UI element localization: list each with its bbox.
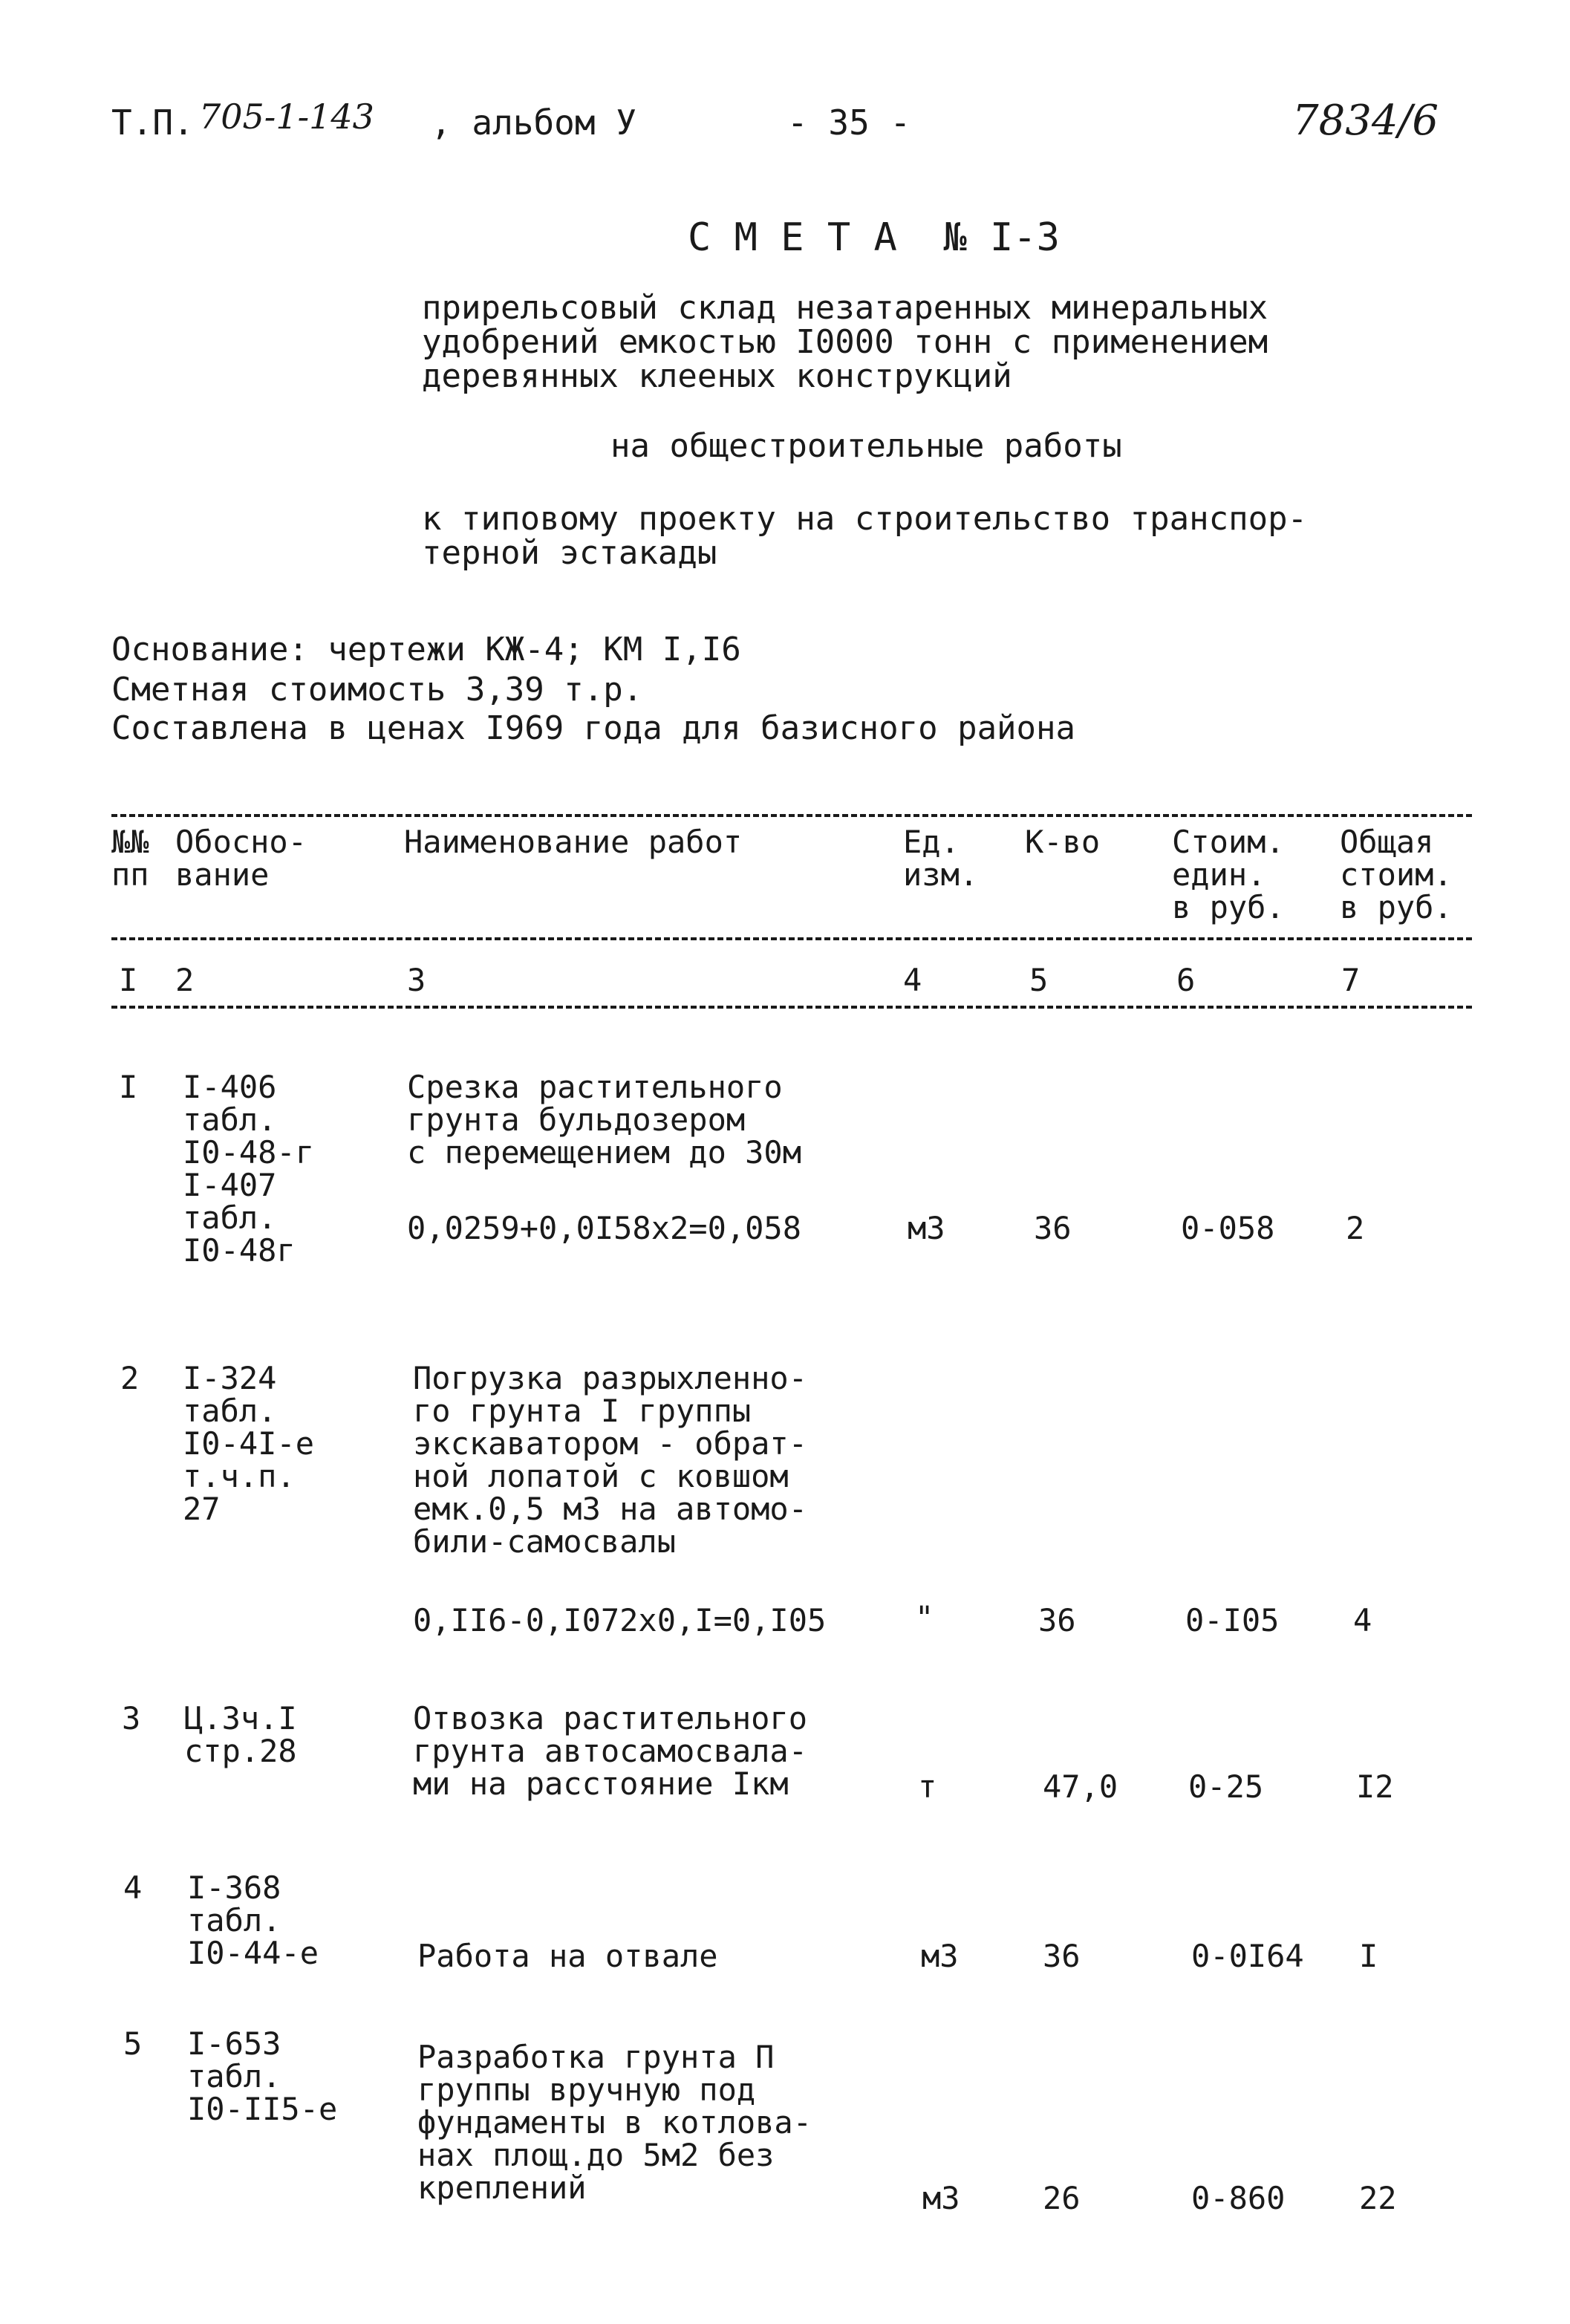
estimate-title: С М Е Т А № I-3 (688, 215, 1060, 260)
col-number-6: 6 (1176, 962, 1196, 998)
col-header-name: Наименование работ (404, 824, 743, 860)
row-number: 3 (122, 1700, 141, 1737)
row-basis: I-368 табл. I0-44-е (187, 1869, 319, 1971)
row-total-cost: I (1359, 1938, 1378, 1974)
row-unit-cost: 0-I05 (1185, 1602, 1280, 1638)
row-unit: м3 (908, 1210, 945, 1246)
table-top-rule (111, 814, 1472, 817)
row-calculation: 0,II6-0,I072x0,I=0,I05 (413, 1602, 827, 1638)
row-work-name: Срезка растительного грунта бульдозером с перемещением до 30м (407, 1069, 802, 1171)
price-basis: Составлена в ценах I969 года для базисного района (111, 709, 1076, 747)
album-label: , альбом У (431, 102, 636, 143)
col-number-4: 4 (903, 962, 922, 998)
row-number: 2 (120, 1360, 140, 1396)
header-bottom-rule (111, 937, 1472, 940)
col-header-basis: Обосно- вание (175, 824, 307, 893)
row-total-cost: I2 (1356, 1768, 1394, 1805)
row-unit: м3 (922, 2180, 960, 2216)
estimated-cost: Сметная стоимость 3,39 т.р. (111, 671, 643, 709)
row-basis: I-324 табл. I0-4I-е т.ч.п. 27 (183, 1360, 315, 1527)
basis-drawings: Основание: чертежи КЖ-4; КМ I,I6 (111, 631, 741, 668)
row-number: I (119, 1069, 138, 1105)
col-number-5: 5 (1029, 962, 1049, 998)
col-header-qty: К-во (1025, 824, 1101, 860)
row-unit: " (915, 1599, 934, 1635)
row-quantity: 26 (1043, 2180, 1081, 2216)
document-code: 7834/6 (1292, 97, 1439, 145)
row-unit: м3 (921, 1938, 959, 1974)
row-quantity: 36 (1043, 1938, 1081, 1974)
row-calculation: 0,0259+0,0I58x2=0,058 (407, 1210, 802, 1246)
row-total-cost: 2 (1346, 1210, 1365, 1246)
row-total-cost: 22 (1359, 2180, 1397, 2216)
row-work-name: Погрузка разрыхленно- го грунта I группы экскаватором - обрат- ной лопатой с ковшом емк.0,5 м3 на автомо- били-самосвалы (413, 1360, 808, 1560)
row-quantity: 36 (1038, 1602, 1076, 1638)
row-unit-cost: 0-25 (1188, 1768, 1264, 1805)
col-number-2: 2 (175, 962, 195, 998)
row-quantity: 36 (1034, 1210, 1072, 1246)
row-work-name: Работа на отвале (417, 1938, 718, 1974)
row-unit: т (918, 1768, 937, 1805)
tp-label: Т.П. (111, 102, 194, 143)
row-basis: Ц.3ч.I стр.28 (184, 1700, 297, 1769)
works-type: на общестроительные работы (610, 427, 1122, 465)
row-number: 5 (123, 2025, 143, 2062)
col-header-num: №№ пп (111, 824, 149, 893)
col-number-1: I (119, 962, 138, 998)
tp-number: 705-1-143 (199, 97, 374, 137)
col-number-7: 7 (1341, 962, 1361, 998)
row-work-name: Отвозка растительного грунта автосамосвала- ми на расстояние Iкм (413, 1700, 808, 1802)
row-total-cost: 4 (1353, 1602, 1372, 1638)
row-number: 4 (123, 1869, 143, 1906)
col-header-total-cost: Общая стоим. в руб. (1340, 824, 1453, 925)
row-basis: I-406 табл. I0-48-г I-407 табл. I0-48г (183, 1069, 315, 1269)
object-description: прирельсовый склад незатаренных минеральных удобрений емкостью I0000 тонн с применением деревянных клееных конструкций (422, 289, 1268, 395)
row-basis: I-653 табл. I0-II5-е (187, 2025, 338, 2127)
row-unit-cost: 0-0I64 (1191, 1938, 1304, 1974)
row-work-name: Разработка грунта П группы вручную под фундаменты в котлова- нах площ.до 5м2 без креплений (417, 2039, 812, 2206)
project-description: к типовому проекту на строительство транспор- терной эстакады (422, 500, 1308, 572)
page-number: - 35 - (787, 102, 911, 143)
row-quantity: 47,0 (1043, 1768, 1118, 1805)
row-unit-cost: 0-058 (1181, 1210, 1275, 1246)
col-header-unit-cost: Стоим. един. в руб. (1172, 824, 1285, 925)
col-header-unit: Ед. изм. (903, 824, 979, 893)
col-numbers-rule (111, 1006, 1472, 1009)
row-unit-cost: 0-860 (1191, 2180, 1286, 2216)
col-number-3: 3 (407, 962, 426, 998)
